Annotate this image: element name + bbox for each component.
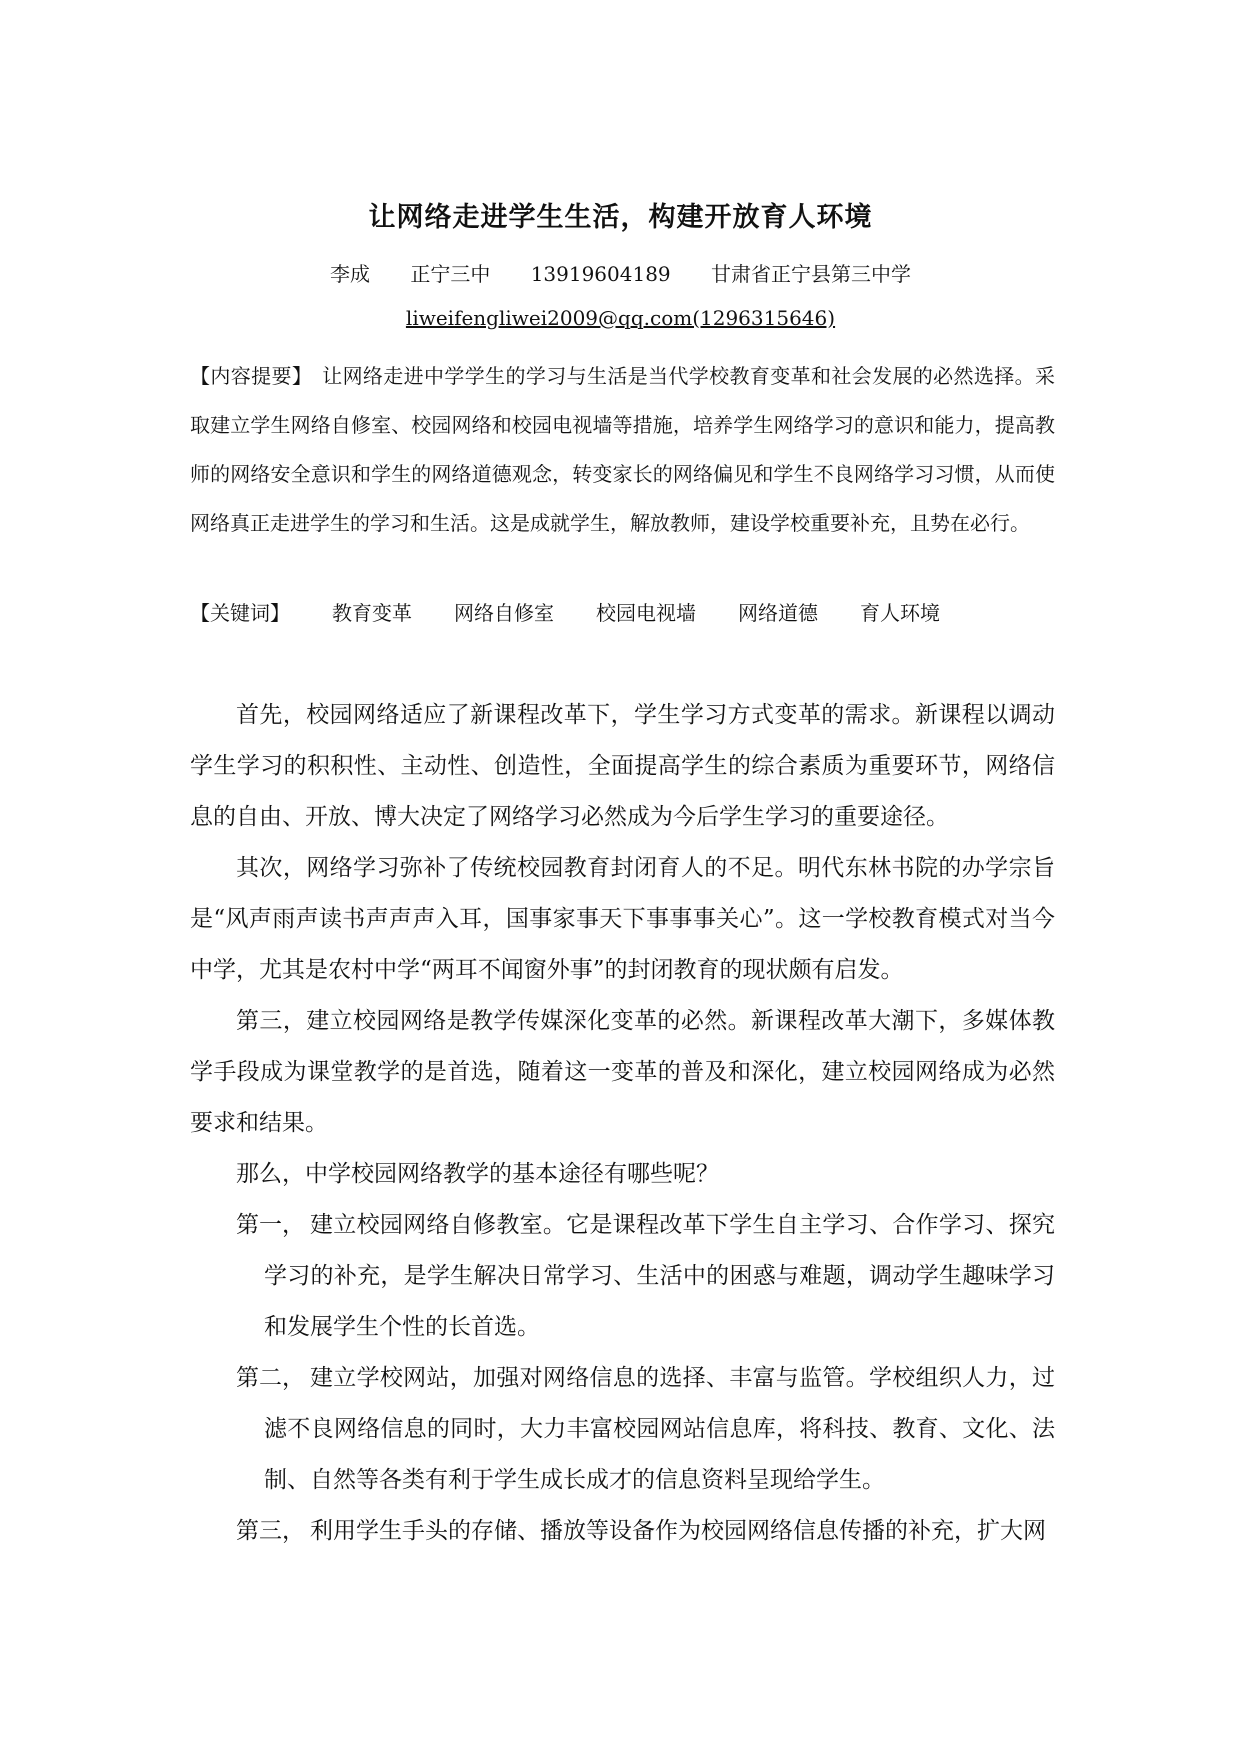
document-title: 让网络走进学生生活，构建开放育人环境 [368, 202, 873, 233]
keyword: 教育变革 [332, 601, 412, 625]
list-item [190, 1200, 1055, 1353]
list-item [190, 1353, 1055, 1506]
list-item-number: 第二， [236, 1365, 305, 1391]
document-body [190, 690, 1055, 1557]
list-item-number: 第三， [236, 1518, 305, 1544]
abstract [190, 352, 1055, 548]
author-email-link[interactable]: liweifengliwei2009@qq.com(1296315646) [405, 306, 836, 330]
author-phone: 13919604189 [530, 262, 671, 286]
paragraph: 第三，建立校园网络是教学传媒深化变革的必然。新课程改革大潮下，多媒体教学手段成为课堂教学的是首选，随着这一变革的普及和深化，建立校园网络成为必然要求和结果。 [190, 1008, 1055, 1136]
list-item-number: 第一， [236, 1212, 305, 1238]
author-school-short: 正宁三中 [410, 262, 491, 286]
list-item [190, 1506, 1055, 1557]
keyword: 网络自修室 [454, 601, 554, 625]
list-item-text: 建立校园网络自修教室。它是课程改革下学生自主学习、合作学习、探究学习的补充，是学生解决日常学习、生活中的困惑与难题，调动学生趣味学习和发展学生个性的长首选。 [264, 1212, 1055, 1340]
author-name: 李成 [329, 262, 370, 286]
paragraph: 那么，中学校园网络教学的基本途径有哪些呢？ [236, 1161, 719, 1187]
list-item-text: 利用学生手头的存储、播放等设备作为校园网络信息传播的补充，扩大网 [310, 1518, 1046, 1544]
author-line [0, 258, 1241, 287]
list-item-text: 建立学校网站，加强对网络信息的选择、丰富与监管。学校组织人力，过滤不良网络信息的同时，大力丰富校园网站信息库，将科技、教育、文化、法制、自然等各类有利于学生成长成才的信息资料呈现给学生。 [264, 1365, 1055, 1493]
paragraph: 首先，校园网络适应了新课程改革下，学生学习方式变革的需求。新课程以调动学生学习的积积性、主动性、创造性，全面提高学生的综合素质为重要环节，网络信息的自由、开放、博大决定了网络学习必然成为今后学生学习的重要途径。 [190, 702, 1055, 830]
keywords-label: 【关键词】 [190, 601, 290, 625]
keyword: 网络道德 [738, 601, 818, 625]
abstract-text: 让网络走进中学学生的学习与生活是当代学校教育变革和社会发展的必然选择。采取建立学生网络自修室、校园网络和校园电视墙等措施，培养学生网络学习的意识和能力，提高教师的网络安全意识和学生的网络道德观念，转变家长的网络偏见和学生不良网络学习习惯，从而使网络真正走进学生的学习和生活。这是成就学生，解放教师，建设学校重要补充，且势在必行。 [190, 364, 1056, 535]
abstract-label: 【内容提要】 [190, 364, 313, 388]
keywords [190, 597, 1055, 626]
paragraph: 其次，网络学习弥补了传统校园教育封闭育人的不足。明代东林书院的办学宗旨是“风声雨声读书声声声入耳，国事家事天下事事事关心”。这一学校教育模式对当今中学，尤其是农村中学“两耳不闻窗外事”的封闭教育的现状颇有启发。 [190, 855, 1055, 983]
keyword: 育人环境 [860, 601, 940, 625]
author-school-full: 甘肃省正宁县第三中学 [711, 262, 912, 286]
keyword: 校园电视墙 [596, 601, 696, 625]
